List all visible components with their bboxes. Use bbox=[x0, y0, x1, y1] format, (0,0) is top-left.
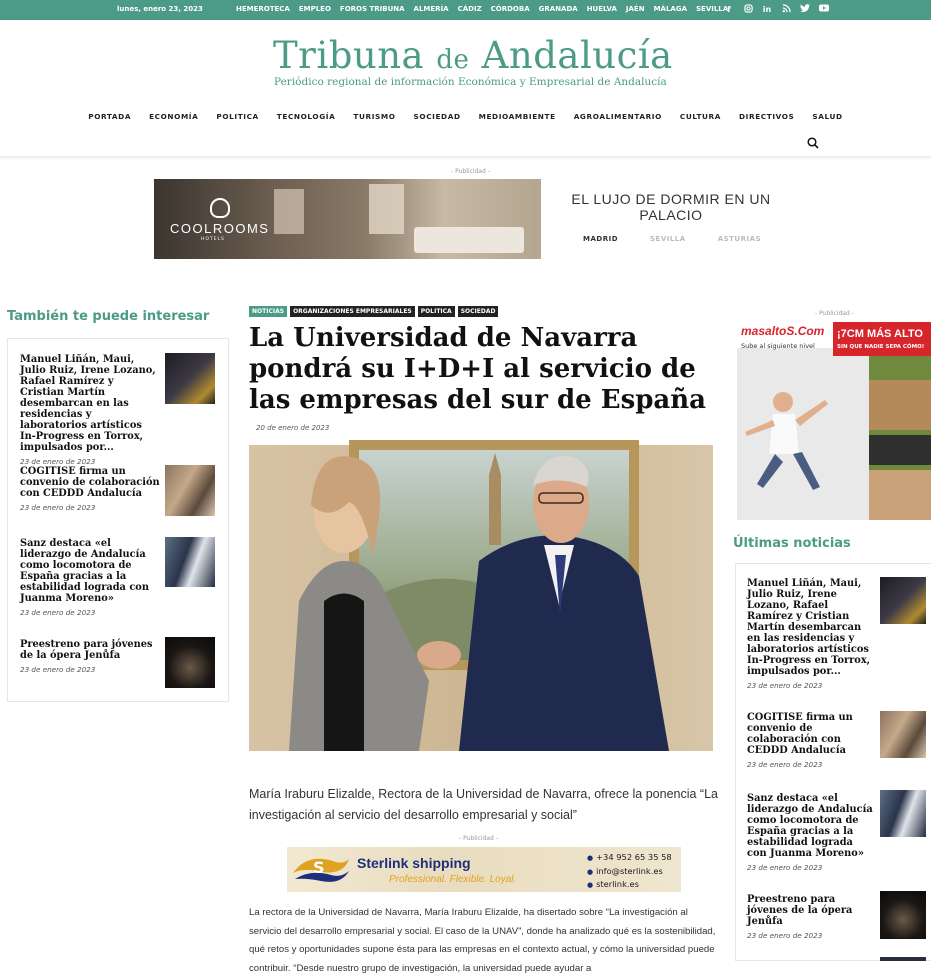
ad-city: SEVILLA bbox=[650, 235, 686, 243]
ad-cities bbox=[583, 235, 761, 243]
nav-agroalimentario[interactable]: AGROALIMENTARIO bbox=[573, 112, 662, 121]
list-item[interactable] bbox=[747, 712, 873, 769]
nav-salud[interactable]: SALUD bbox=[812, 112, 843, 121]
top-link-almeria[interactable]: ALMERÍA bbox=[413, 5, 449, 13]
nav-medioambiente[interactable]: MEDIOAMBIENTE bbox=[478, 112, 556, 121]
ad-photo bbox=[154, 179, 541, 259]
site-logo[interactable] bbox=[273, 34, 673, 88]
post-date: 23 de enero de 2023 bbox=[20, 665, 96, 674]
list-item[interactable] bbox=[20, 538, 160, 617]
ad-label-mid: - Publicidad - bbox=[459, 835, 498, 842]
instagram-icon[interactable] bbox=[743, 4, 753, 15]
post-date: 23 de enero de 2023 bbox=[20, 457, 96, 466]
ad-sub-headline: SIN QUE NADIE SEPA CÓMO! bbox=[837, 344, 925, 350]
ad-tagline: Sube al siguiente nivel bbox=[741, 342, 815, 350]
post-date: 23 de enero de 2023 bbox=[20, 503, 96, 512]
search-icon[interactable] bbox=[807, 137, 819, 149]
ad-email: ● info@sterlink.es bbox=[587, 865, 672, 879]
ad-banner-masaltos[interactable] bbox=[737, 320, 931, 520]
rss-icon[interactable] bbox=[781, 4, 791, 15]
category-tag-noticias[interactable]: NOTICIAS bbox=[249, 306, 287, 317]
nav-tecnologia[interactable]: TECNOLOGÍA bbox=[276, 112, 336, 121]
post-thumbnail[interactable] bbox=[165, 353, 215, 404]
category-tag-organizaciones[interactable]: ORGANIZACIONES EMPRESARIALES bbox=[290, 306, 415, 317]
nav-sociedad[interactable]: SOCIEDAD bbox=[413, 112, 461, 121]
category-tag-politica[interactable]: POLITICA bbox=[418, 306, 455, 317]
top-link-granada[interactable]: GRANADA bbox=[538, 5, 578, 13]
article-hero-image bbox=[249, 445, 713, 751]
logo-word-de: de bbox=[436, 45, 470, 75]
post-title[interactable]: Preestreno para jóvenes de la ópera Jenůfa bbox=[747, 894, 853, 927]
ad-contact bbox=[587, 851, 672, 892]
logo-tagline: Periódico regional de información Económica y Empresarial de Andalucía bbox=[274, 76, 667, 88]
list-item[interactable] bbox=[747, 793, 873, 872]
post-date: 23 de enero de 2023 bbox=[747, 760, 823, 769]
ad-headline: ¡7CM MÁS ALTO bbox=[837, 328, 923, 340]
top-link-huelva[interactable]: HUELVA bbox=[586, 5, 617, 13]
article-title: La Universidad de Navarra pondrá su I+D+I al servicio de las empresas del sur de España bbox=[249, 323, 707, 415]
post-date: 23 de enero de 2023 bbox=[747, 863, 823, 872]
ad-brand: masaltoS.Com bbox=[741, 324, 825, 338]
ad-brand: Sterlink shipping bbox=[357, 855, 471, 871]
social-links bbox=[724, 4, 829, 15]
post-thumbnail[interactable] bbox=[880, 891, 926, 939]
post-thumbnail[interactable] bbox=[165, 537, 215, 587]
coolrooms-logo-icon bbox=[210, 198, 230, 218]
ad-tagline: Professional. Flexible. Loyal. bbox=[389, 874, 517, 885]
twitter-icon[interactable] bbox=[800, 4, 810, 15]
top-link-cadiz[interactable]: CÁDIZ bbox=[457, 5, 482, 13]
post-date: 23 de enero de 2023 bbox=[747, 681, 823, 690]
article-date: 20 de enero de 2023 bbox=[256, 424, 330, 432]
ad-brand: COOLROOMS bbox=[170, 221, 270, 236]
ad-label-right: - Publicidad - bbox=[815, 310, 854, 317]
post-thumbnail[interactable] bbox=[880, 711, 926, 758]
post-title[interactable]: Manuel Liñán, Maui, Julio Ruiz, Irene Lozano, Rafael Ramírez y Cristian Martín desembarcan en las residencias y laboratorios artísticos In-Progress en Torrox, impulsados por... bbox=[747, 578, 871, 677]
sterlink-logo-icon bbox=[289, 851, 353, 887]
ad-brand-sub: HOTELS bbox=[201, 237, 225, 242]
post-thumbnail[interactable] bbox=[880, 957, 926, 961]
nav-turismo[interactable]: TURISMO bbox=[353, 112, 396, 121]
ad-banner-sterlink[interactable] bbox=[287, 847, 681, 892]
left-sidebar-heading: También te puede interesar bbox=[7, 309, 210, 324]
nav-cultura[interactable]: CULTURA bbox=[679, 112, 722, 121]
ad-banner-coolrooms[interactable] bbox=[154, 179, 794, 259]
ad-city: ASTURIAS bbox=[717, 235, 762, 243]
logo-word-tribuna: Tribuna bbox=[273, 34, 437, 77]
post-date: 23 de enero de 2023 bbox=[747, 931, 823, 940]
nav-politica[interactable]: POLITICA bbox=[216, 112, 259, 121]
ad-city: MADRID bbox=[583, 235, 618, 243]
list-item[interactable] bbox=[20, 639, 160, 674]
logo-word-andalucia: Andalucía bbox=[469, 34, 673, 77]
post-thumbnail[interactable] bbox=[165, 637, 215, 688]
list-item[interactable] bbox=[20, 354, 160, 466]
ad-label-top: - Publicidad - bbox=[451, 168, 490, 175]
youtube-icon[interactable] bbox=[819, 4, 829, 15]
current-date: lunes, enero 23, 2023 bbox=[117, 5, 203, 13]
post-title[interactable]: COGITISE firma un convenio de colaboración con CEDDD Andalucía bbox=[20, 466, 160, 499]
main-nav bbox=[0, 104, 931, 123]
list-item[interactable] bbox=[747, 894, 873, 940]
post-thumbnail[interactable] bbox=[880, 790, 926, 837]
article-body: La rectora de la Universidad de Navarra, María Iraburu Elizalde, ha disertado sobre “La investigación al servicio del desarrollo empresarial y social. El caso de la UNAV”, donde ha analizado qué es la sostenibilidad, qué retos y oportunidades supone ésta para las empresas en el contexto actual, y cómo la universidad puede contribuir. “Desde nuestro grupo de investigación, la universidad puede ayudar a bbox=[249, 907, 716, 974]
post-title[interactable]: COGITISE firma un convenio de colaboración con CEDDD Andalucía bbox=[747, 712, 853, 756]
top-link-malaga[interactable]: MÁLAGA bbox=[653, 5, 687, 13]
top-link-cordoba[interactable]: CÓRDOBA bbox=[490, 5, 530, 13]
svg-text:S: S bbox=[313, 858, 325, 877]
nav-portada[interactable]: PORTADA bbox=[88, 112, 132, 121]
article-subtitle: María Iraburu Elizalde, Rectora de la Universidad de Navarra, ofrece la ponencia “La investigación al servicio del desarrollo empresarial y social” bbox=[249, 787, 718, 822]
top-bar bbox=[0, 0, 931, 20]
list-item[interactable] bbox=[747, 578, 873, 690]
article-categories bbox=[249, 306, 498, 317]
ad-slogan: EL LUJO DE DORMIR EN UN PALACIO bbox=[571, 191, 771, 223]
header-divider bbox=[0, 156, 931, 160]
top-link-jaen[interactable]: JAÉN bbox=[625, 5, 645, 13]
post-thumbnail[interactable] bbox=[880, 577, 926, 624]
top-link-sevilla[interactable]: SEVILLA bbox=[696, 5, 729, 13]
facebook-icon[interactable]: f bbox=[727, 5, 731, 14]
post-date: 23 de enero de 2023 bbox=[20, 608, 96, 617]
post-title[interactable]: Sanz destaca «el liderazgo de Andalucía como locomotora de España gracias a la estabilidad lograda con Juanma Moreno» bbox=[747, 793, 873, 859]
ad-phone: ● +34 952 65 35 58 bbox=[587, 851, 672, 865]
post-thumbnail[interactable] bbox=[165, 465, 215, 516]
category-tag-sociedad[interactable]: SOCIEDAD bbox=[458, 306, 499, 317]
ad-web: ● sterlink.es bbox=[587, 878, 672, 892]
top-link-foros-tribuna[interactable]: FOROS TRIBUNA bbox=[339, 5, 405, 13]
nav-economia[interactable]: ECONOMÍA bbox=[149, 112, 199, 121]
top-link-empleo[interactable]: EMPLEO bbox=[298, 5, 331, 13]
list-item[interactable] bbox=[20, 466, 160, 512]
top-links bbox=[236, 5, 737, 13]
post-title[interactable]: Sanz destaca «el liderazgo de Andalucía como locomotora de España gracias a la estabilidad lograda con Juanma Moreno» bbox=[20, 538, 149, 604]
post-title[interactable]: Manuel Liñán, Maui, Julio Ruiz, Irene Lozano, Rafael Ramírez y Cristian Martín desembarcan en las residencias y laboratorios artísticos In-Progress en Torrox, impulsados por... bbox=[20, 354, 156, 453]
right-sidebar-heading: Últimas noticias bbox=[733, 536, 851, 551]
nav-directivos[interactable]: DIRECTIVOS bbox=[739, 112, 795, 121]
linkedin-icon[interactable]: in bbox=[762, 5, 772, 14]
post-title[interactable]: Preestreno para jóvenes de la ópera Jenůfa bbox=[20, 639, 153, 661]
top-link-hemeroteca[interactable]: HEMEROTECA bbox=[236, 5, 290, 13]
